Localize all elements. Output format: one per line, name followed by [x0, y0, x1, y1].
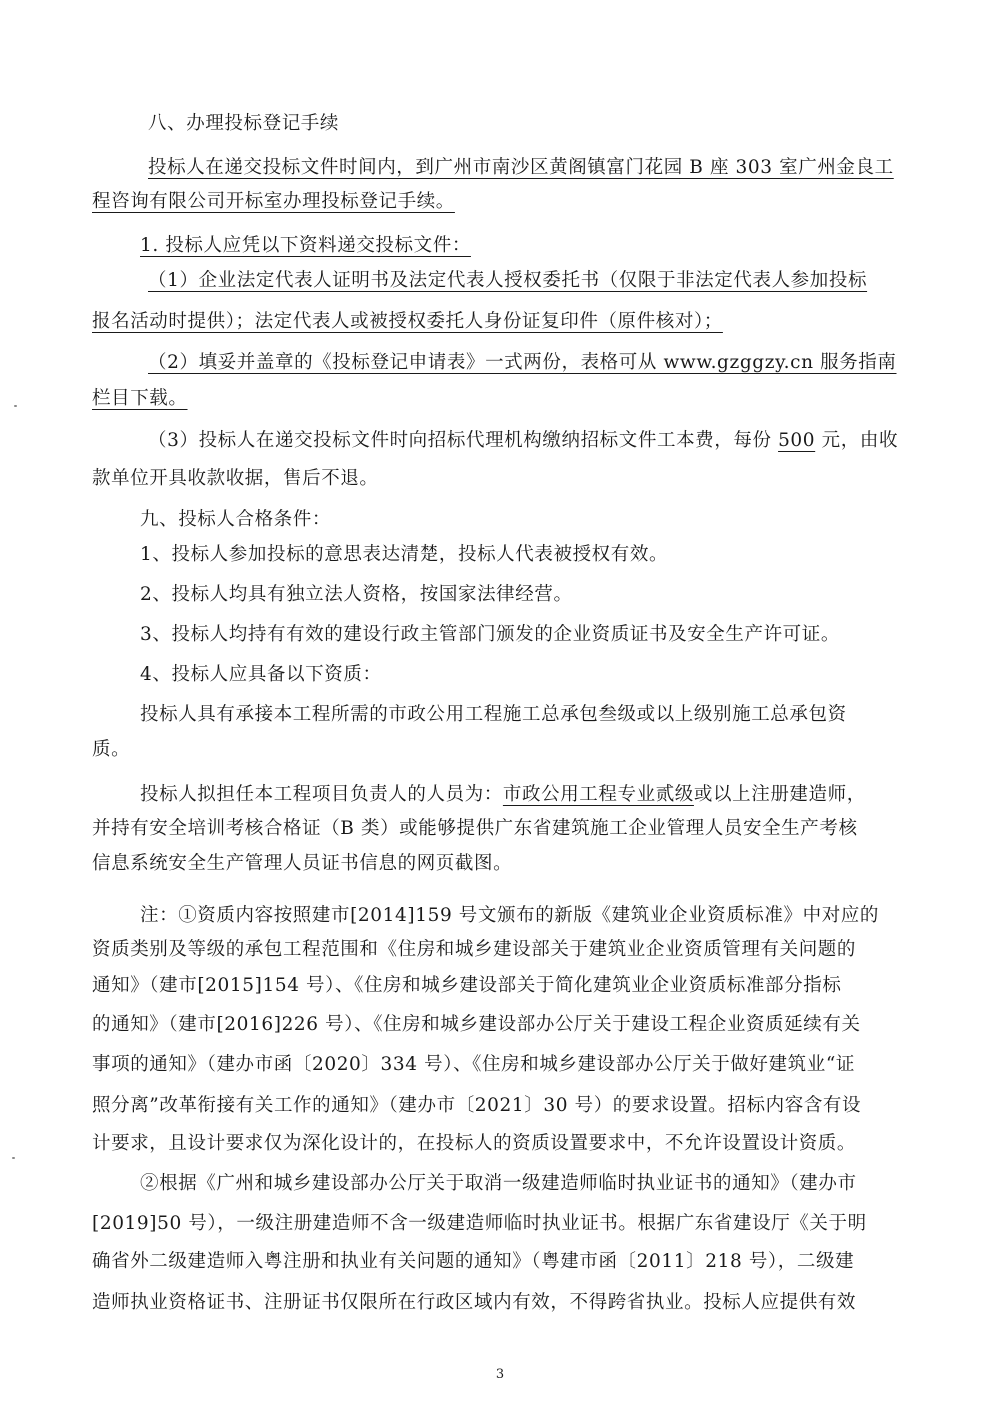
s9-note2-line-3: 确省外二级建造师入粤注册和执业有关问题的通知》（粤建市函〔2011〕218 号），二级建	[92, 1251, 855, 1272]
s9-condition-1: 1、投标人参加投标的意思表达清楚，投标人代表被授权有效。	[140, 544, 669, 565]
scan-speck	[14, 405, 17, 407]
section-9-heading: 九、投标人合格条件：	[140, 509, 332, 530]
s8-intro-line-1: 投标人在递交投标文件时间内，到广州市南沙区黄阁镇富门花园 B 座 303 室广州金良工	[148, 157, 894, 178]
scan-speck	[12, 1157, 15, 1159]
s9-note2-line-1: ②根据《广州和城乡建设部办公厅关于取消一级建造师临时执业证书的通知》（建办市	[140, 1173, 857, 1194]
s8-item1-sub3-text-a: （3）投标人在递交投标文件时向招标代理机构缴纳招标文件工本费，每份	[148, 430, 779, 451]
s9-note1-line-6: 照分离”改革衔接有关工作的通知》（建办市〔2021〕30 号）的要求设置。招标内容含有设	[92, 1095, 862, 1116]
s9-qualification-line-1: 投标人具有承接本工程所需的市政公用工程施工总承包叁级或以上级别施工总承包资	[140, 704, 847, 725]
s9-condition-2: 2、投标人均具有独立法人资格，按国家法律经营。	[140, 584, 573, 605]
s9-pm-line-3: 信息系统安全生产管理人员证书信息的网页截图。	[92, 853, 513, 874]
s8-item1-sub3-line-2: 款单位开具收款收据，售后不退。	[92, 468, 379, 489]
page-number: 3	[495, 1367, 505, 1382]
s9-note1-line-5: 事项的通知》（建办市函〔2020〕334 号）、《住房和城乡建设部办公厅关于做好建筑业“证	[92, 1054, 855, 1075]
s9-note1-line-3: 通知》（建市[2015]154 号）、《住房和城乡建设部关于简化建筑业企业资质标准部分指标	[92, 975, 842, 996]
s9-pm-line-2: 并持有安全培训考核合格证（B 类）或能够提供广东省建筑施工企业管理人员安全生产考核	[92, 818, 858, 839]
s9-condition-4: 4、投标人应具备以下资质：	[140, 664, 382, 685]
s8-item1-sub1-line-2: 报名活动时提供）；法定代表人或被授权委托人身份证复印件（原件核对）；	[92, 311, 723, 332]
s8-item1-sub1-line-1: （1）企业法定代表人证明书及法定代表人授权委托书（仅限于非法定代表人参加投标	[148, 270, 868, 291]
s8-item1-sub3-fee: 500	[778, 430, 816, 451]
s9-note1-line-2: 资质类别及等级的承包工程范围和《住房和城乡建设部关于建筑业企业资质管理有关问题的	[92, 939, 857, 960]
s9-note1-line-4: 的通知》（建市[2016]226 号）、《住房和城乡建设部办公厅关于建设工程企业资质延续有关	[92, 1014, 861, 1035]
s9-pm-required-grade: 市政公用工程专业贰级	[502, 784, 694, 805]
s9-note1-line-7: 计要求，且设计要求仅为深化设计的，在投标人的资质设置要求中，不允许设置设计资质。	[92, 1133, 857, 1154]
s8-intro-line-2: 程咨询有限公司开标室办理投标登记手续。	[92, 191, 455, 212]
s9-note1-line-1: 注：①资质内容按照建市[2014]159 号文颁布的新版《建筑业企业资质标准》中对应的	[140, 905, 880, 926]
section-8-heading: 八、办理投标登记手续	[148, 113, 340, 134]
s9-pm-line-1	[140, 782, 866, 808]
s9-pm-text-a: 投标人拟担任本工程项目负责人的人员为：	[140, 784, 503, 805]
s8-item1-sub3-text-b: 元，由收	[815, 430, 899, 451]
s9-note2-line-4: 造师执业资格证书、注册证书仅限所在行政区域内有效，不得跨省执业。投标人应提供有效	[92, 1292, 857, 1313]
s8-item1-sub3-line-1	[148, 428, 898, 454]
s8-item1-sub2-line-1: （2）填妥并盖章的《投标登记申请表》一式两份，表格可从 www.gzggzy.cn 服务指南	[148, 352, 897, 373]
s8-item1-sub2-line-2: 栏目下载。	[92, 388, 188, 409]
s8-item1-heading: 1. 投标人应凭以下资料递交投标文件：	[140, 235, 471, 256]
s9-qualification-line-2: 质。	[92, 739, 131, 760]
s9-condition-3: 3、投标人均持有有效的建设行政主管部门颁发的企业资质证书及安全生产许可证。	[140, 624, 840, 645]
s9-pm-text-b: 或以上注册建造师，	[693, 784, 866, 805]
s9-note2-line-2: [2019]50 号），一级注册建造师不含一级建造师临时执业证书。根据广东省建设厅《关于明	[92, 1213, 867, 1234]
